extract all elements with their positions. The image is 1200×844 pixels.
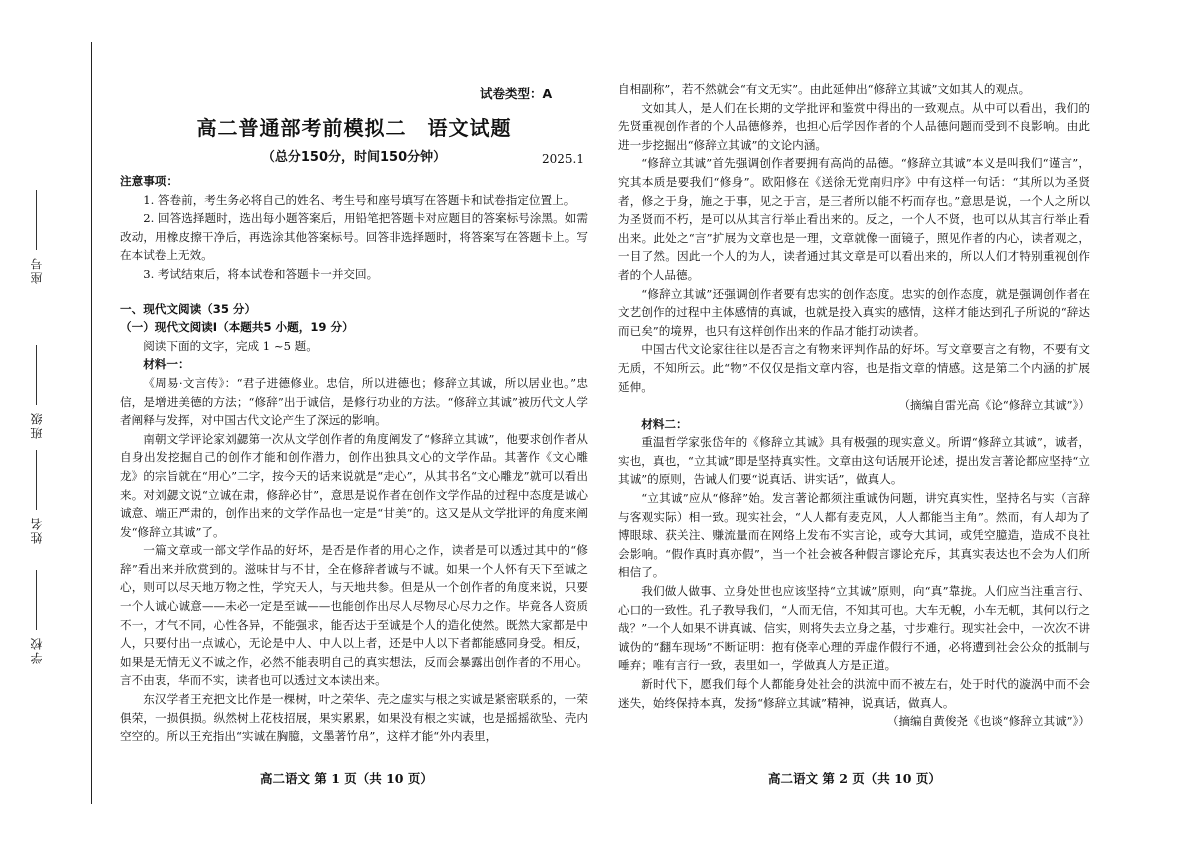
name-blank: [36, 450, 37, 510]
exam-info: （总分150分，时间150分钟）: [261, 150, 447, 165]
paragraph: 自相副称”，若不然就会“有文无实”。由此延伸出“修辞立其诚”文如其人的观点。: [618, 82, 1031, 96]
paragraph: 《周易·文言传》：“君子进德修业。忠信，所以进德也；修辞立其诚，所以居业也。”忠信，是增进美德的方法；“修辞”出于诚信，是修行功业的方法。“修辞立其诚”被历代文人学者阐释与发挥，对中国古代文论产生了深远的影响。: [120, 375, 588, 428]
notice-item: 1. 答卷前，考生务必将自己的姓名、考生号和座号填写在答题卡和试卷指定位置上。: [143, 192, 576, 207]
paragraph: 东汉学者王充把文比作是一棵树，叶之荣华、壳之虚实与根之实诚是紧密联系的，一荣俱荣，一损俱损。纵然树上花枝招展，果实累累，如果没有根之实诚，也是摇摇欲坠、壳内空空的。所以王充指出“实诚在胸臆，文墨著竹帛”，这样才能“外内表里，: [120, 692, 588, 744]
page-footer-left: 高二语文 第 1 页（共 10 页）: [260, 771, 433, 786]
exam-date: 2025.1: [542, 152, 584, 166]
section-heading: 一、现代文阅读（35 分）: [120, 301, 257, 316]
class-label: 班级: [30, 411, 44, 439]
paragraph: 一篇文章或一部文学作品的好坏，是否是作者的用心之作，读者是可以透过其中的“修辞”看出来并欣赏到的。滋味甘与不甘，全在修辞者诚与不诚。如果一个人怀有天下至诚之心，则可以尽天地万物之性，学究天人，与天地共参。但是从一个创作者的角度来说，只要一个人诚心诚意——未必一定是至诚——也能创作出尽人尽物尽心尽力之作。毕竟各人资质不一，才气不同，心性各异，不能强求，能否达于至诚是个人的造化使然。既然大家都是中人，只要付出一点诚心，无论是中人、中人以上者，还是中人以下者都能感同身受。相反，如果是无情无义不诚之作，必然不能表明自己的真实想法，反而会暴露出创作者的不用心。言不由衷，华而不实，读者也可以透过文本读出来。: [120, 543, 588, 688]
paragraph: “修辞立其诚”还强调创作者要有忠实的创作态度。忠实的创作态度，就是强调创作者在文艺创作的过程中主体感情的真诚，也就是投入真实的感情，这样才能达到孔子所说的“辞达而已矣”的境界，也只有这样创作出来的作品才能打动读者。: [618, 286, 1090, 338]
paragraph: 重温哲学家张岱年的《修辞立其诚》具有极强的现实意义。所谓“修辞立其诚”，诚者，实也，真也，“立其诚”即是坚持真实性。文章由这句话展开论述，提出发言著论都应坚持“立其诚”的原则，告诫人们要“说真话、讲实话”，做真人。: [618, 435, 1090, 487]
paragraph: 新时代下，愿我们每个人都能身处社会的洪流中而不被左右，处于时代的漩涡中而不会迷失，始终保持本真，发扬“修辞立其诚”精神，说真话，做真人。: [618, 677, 1090, 710]
material-label: 材料一：: [143, 357, 190, 372]
instruction: 阅读下面的文字，完成 1 ~5 题。: [143, 338, 318, 353]
school-label: 学校: [30, 636, 44, 664]
seat-label: 座号: [30, 256, 44, 284]
paragraph: 南朝文学评论家刘勰第一次从文学创作者的角度阐发了“修辞立其诚”，他要求创作者从自身出发挖掘自己的创作才能和创作潜力，创作出独具文心的文学作品。其著作《文心雕龙》的宗旨就在“用心”二字，按今天的话来说就是“走心”，从其书名“文心雕龙”就可以看出来。对刘勰文说“立诚在肃，修辞必甘”，意思是说作者在创作文学作品的过程中态度是诚心诚意、端正严肃的，创作出来的文学作品也一定是“甘美”的。这又是从文学批评的角度来阐发“修辞立其诚”了。: [120, 431, 588, 539]
left-column: [120, 172, 588, 746]
page-title: 高二普通部考前模拟二 语文试题: [196, 116, 512, 140]
school-blank: [36, 570, 37, 630]
sub-section-heading: （一）现代文阅读Ⅰ（本题共5 小题，19 分）: [120, 320, 354, 335]
seat-blank: [36, 190, 37, 250]
right-column: [618, 80, 1090, 731]
notice-heading: 注意事项：: [120, 174, 178, 188]
paragraph: “修辞立其诚”首先强调创作者要拥有高尚的品德。“修辞立其诚”本义是叫我们“谨言”，究其本质是要我们“修身”。欧阳修在《送徐无党南归序》中有这样一句话：“其所以为圣贤者，修之于身，施之于事，见之于言，是三者所以能不朽而存也。”意思是说，一个人之所以为圣贤而不朽，是可以从其言行举止看出来的。反之，一个人不贤，也可以从其言行举止看出来。此处之“言”扩展为文章也是一理，文章就像一面镜子，照见作者的内心，读者观之，一目了然。因此一个人的为人，读者通过其文章是可以看出来的，所以人们才特别重视创作者的个人品德。: [618, 156, 1090, 282]
class-blank: [36, 345, 37, 405]
binding-line: [91, 42, 92, 804]
paper-type: 试卷类型：A: [480, 86, 553, 101]
material-label: 材料二：: [641, 416, 688, 431]
school-field: [28, 570, 45, 664]
notice-item: 2. 回答选择题时，选出每小题答案后，用铅笔把答题卡对应题目的答案标号涂黑。如需改动，用橡皮擦干净后，再选涂其他答案标号。回答非选择题时，将答案写在答题卡上。写在本试卷上无效。: [120, 211, 588, 263]
source-citation: （摘编自雷光高《论“修辞立其诚”》）: [898, 398, 1090, 413]
paragraph: 中国古代文论家往往以是否言之有物来评判作品的好坏。写文章要言之有物，不要有文无质，不知所云。此“物”不仅仅是指文章内容，也是指文章的情感。这是第二个内涵的扩展延伸。: [618, 342, 1090, 394]
source-citation: （摘编自黄俊尧《也谈“修辞立其诚”》）: [886, 714, 1090, 729]
name-field: [28, 450, 45, 544]
class-field: [28, 345, 45, 439]
name-label: 姓名: [30, 516, 44, 544]
seat-field: [28, 190, 45, 284]
paragraph: 我们做人做事、立身处世也应该坚持“立其诚”原则，向“真”靠拢。人们应当注重言行、心口的一致性。孔子教导我们，“人而无信，不知其可也。大车无輗，小车无軏，其何以行之哉？”一个人如果不讲真诚、信实，则将失去立身之基，寸步难行。现实社会中，一次次不讲诚伪的“翻车现场”不断证明：抱有侥幸心理的弄虚作假行不通，必将遭到社会公众的抵制与唾弃；唯有言行一致，表里如一，学做真人方是正道。: [618, 584, 1090, 673]
notice-item: 3. 考试结束后，将本试卷和答题卡一并交回。: [143, 266, 379, 281]
paragraph: “立其诚”应从“修辞”始。发言著论都须注重诚伪问题，讲究真实性，坚持名与实（言辞与客观实际）相一致。现实社会，“人人都有麦克风，人人都能当主角”。然而，有人却为了博眼球、获关注、赚流量而在网络上发布不实言论，或夸大其词，或凭空臆造，造成不良社会影响。“假作真时真亦假”，当一个社会被各种假言谬论充斥，其真实表达也不会为人们所相信了。: [618, 491, 1090, 580]
paragraph: 文如其人，是人们在长期的文学批评和鉴赏中得出的一致观点。从中可以看出，我们的先贤重视创作者的个人品德修养，也担心后学因作者的个人品德问题而受到不良影响。由此进一步挖掘出“修辞立其诚”的文论内涵。: [618, 100, 1090, 152]
page-footer-right: 高二语文 第 2 页（共 10 页）: [768, 771, 941, 786]
